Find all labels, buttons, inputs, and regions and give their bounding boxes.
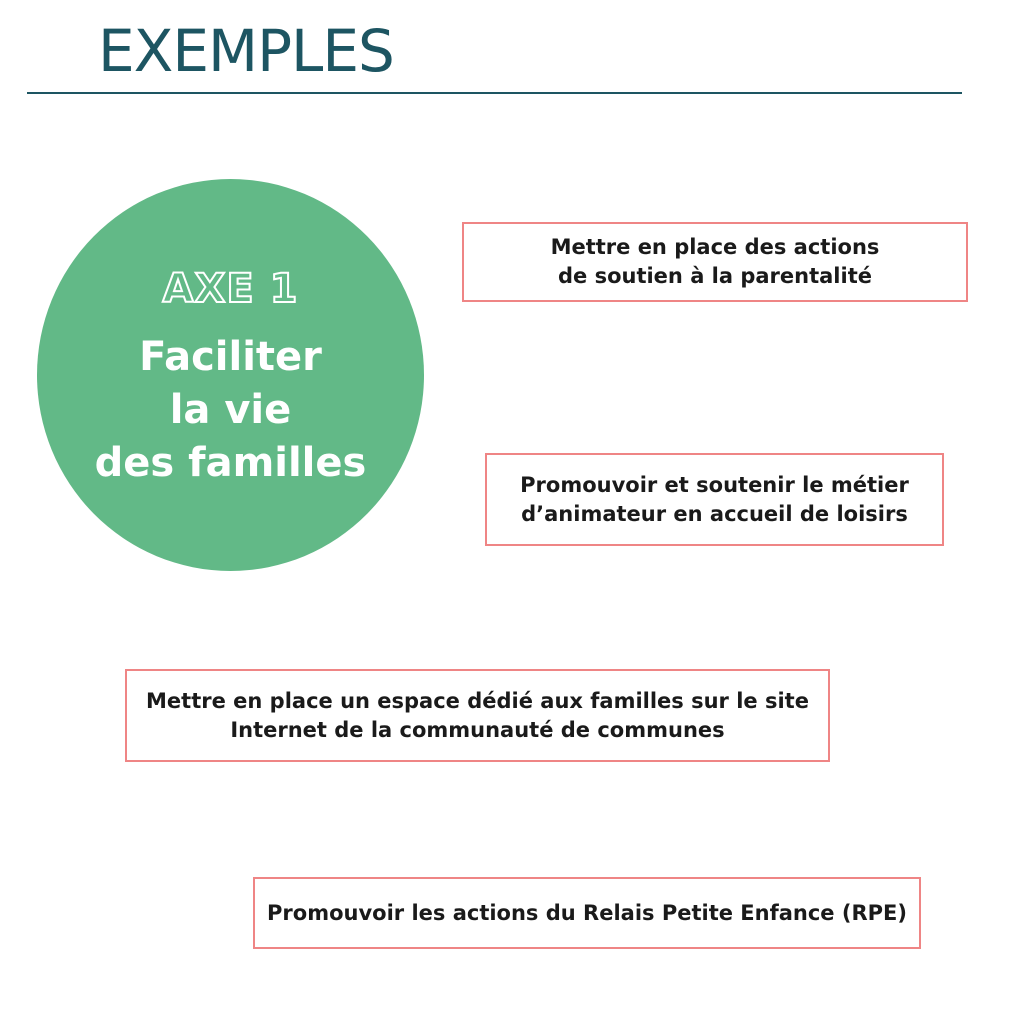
- axis-number: AXE 1: [162, 266, 299, 312]
- page-title: EXEMPLES: [98, 17, 394, 85]
- action-box-espace-familles: Mettre en place un espace dédié aux familles sur le site Internet de la communauté de communes: [125, 669, 830, 762]
- title-divider: [27, 92, 962, 94]
- axis-title: Faciliter la vie des familles: [94, 334, 367, 486]
- axis-circle: [37, 179, 424, 571]
- action-box-parentalite: Mettre en place des actions de soutien à la parentalité: [462, 222, 968, 302]
- action-box-rpe: Promouvoir les actions du Relais Petite Enfance (RPE): [253, 877, 921, 949]
- action-box-animateur: Promouvoir et soutenir le métier d’animateur en accueil de loisirs: [485, 453, 944, 546]
